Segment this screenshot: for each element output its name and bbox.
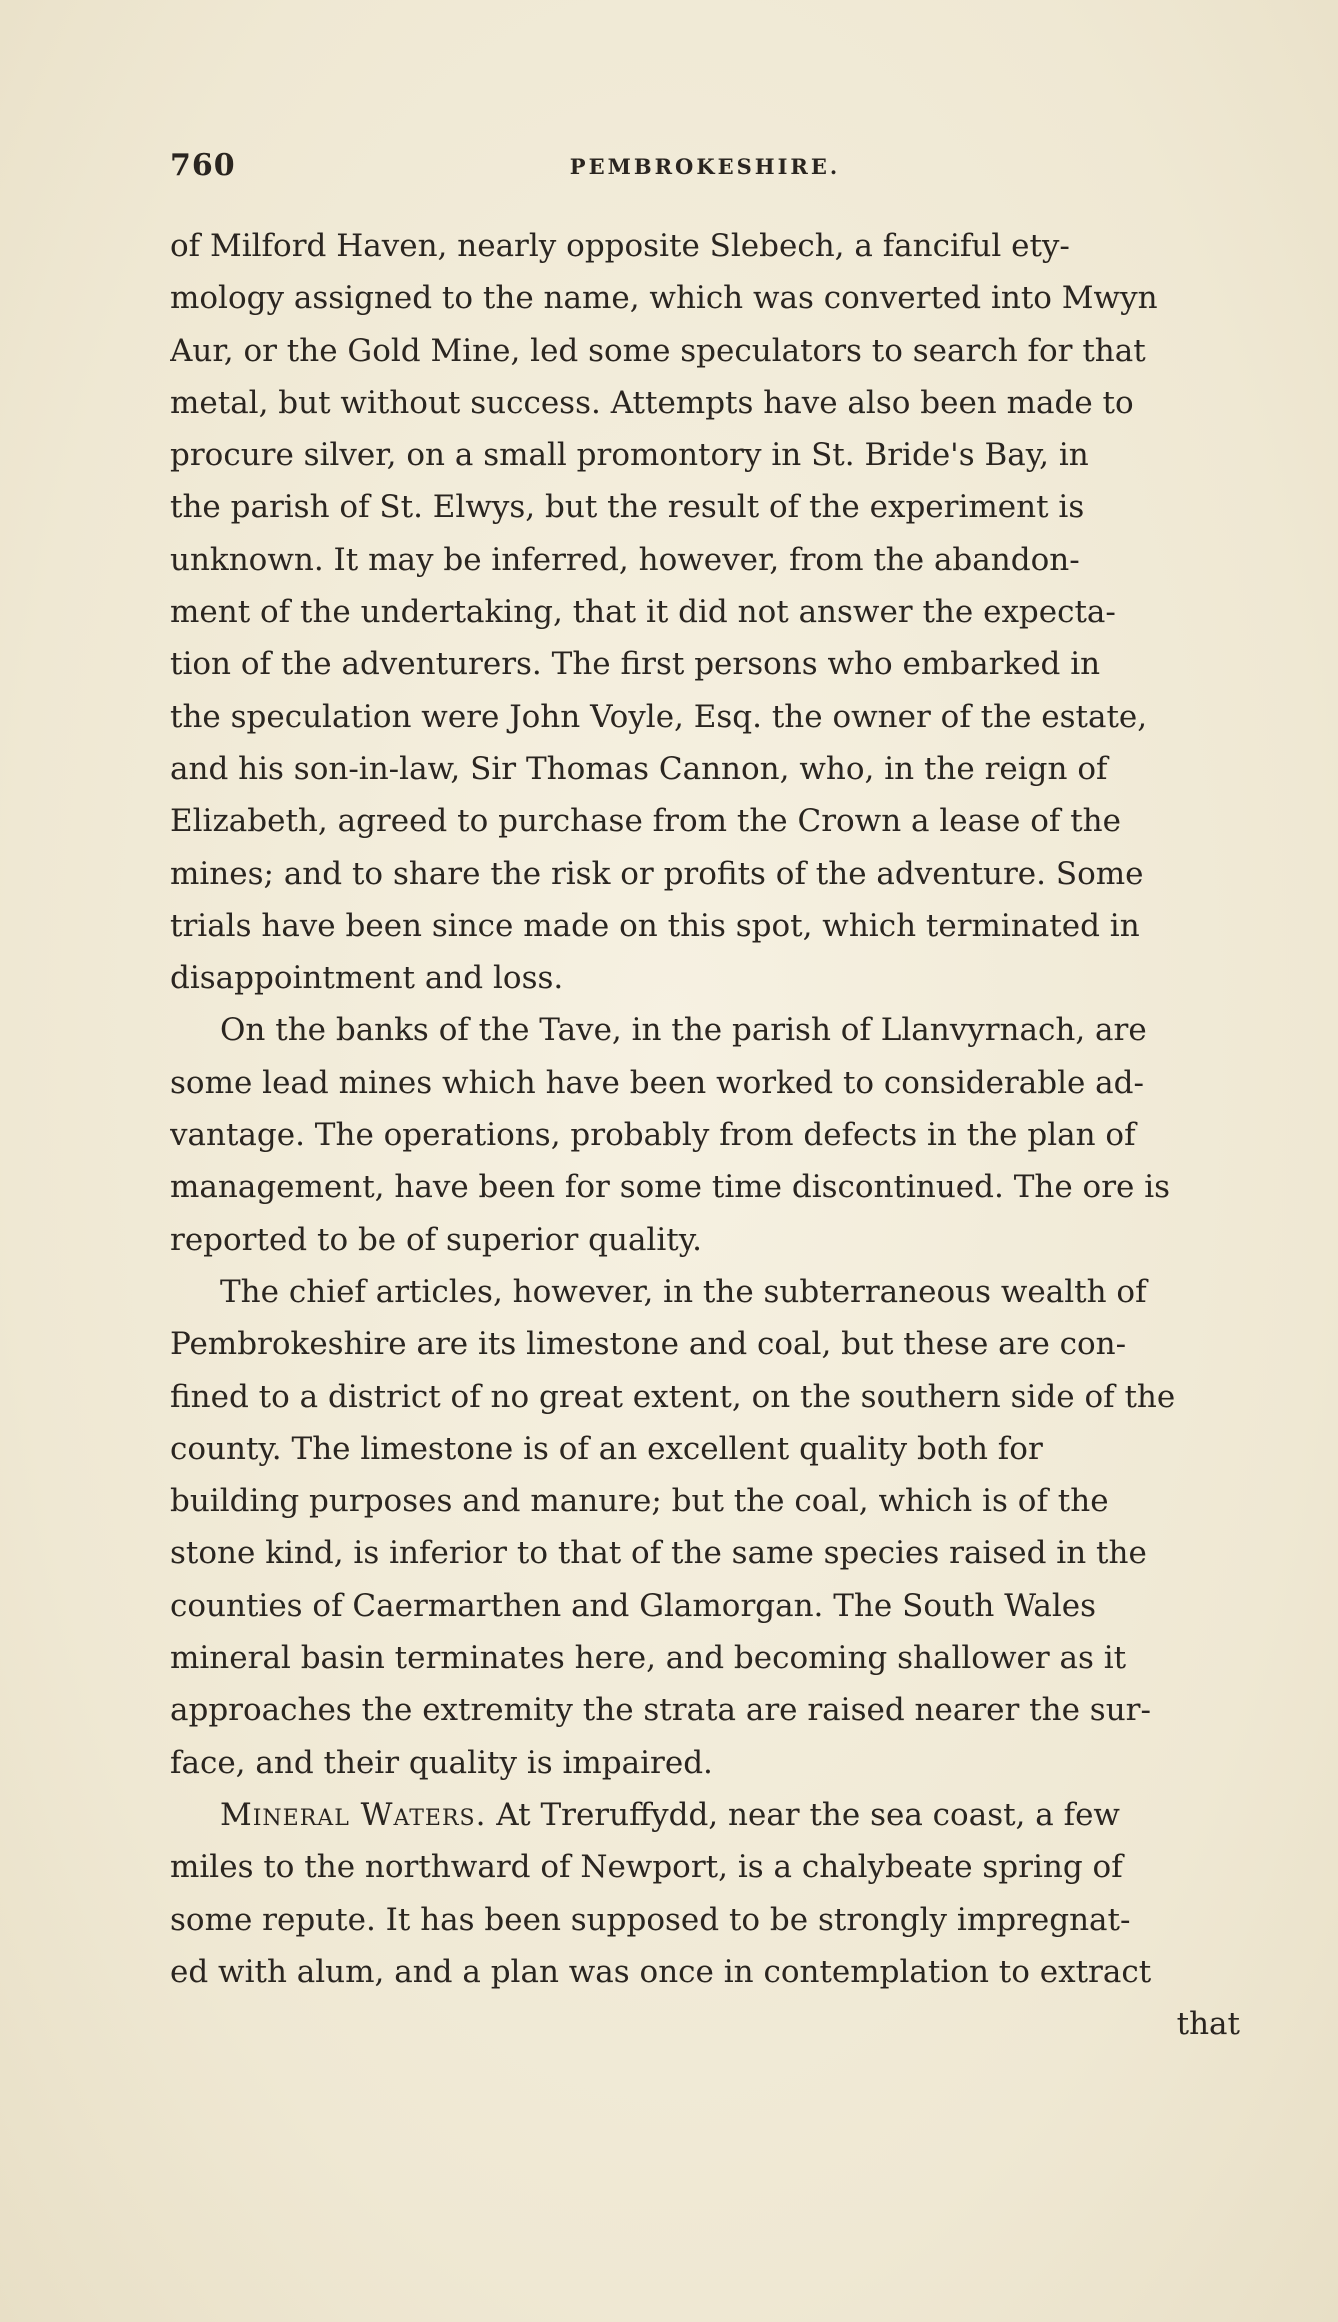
- text-line: management, have been for some time discontinued. The ore is: [170, 1169, 1171, 1206]
- running-head: PEMBROKESHIRE.: [569, 154, 841, 179]
- text-line: mines; and to share the risk or profits of the adventure. Some: [170, 855, 1144, 892]
- text-line: counties of Caermarthen and Glamorgan. The South Wales: [170, 1587, 1097, 1624]
- text-line: mineral basin terminates here, and becoming shallower as it: [170, 1640, 1127, 1677]
- text-line: trials have been since made on this spot, which terminated in: [170, 907, 1140, 944]
- text-line: miles to the northward of Newport, is a chalybeate spring of: [170, 1849, 1123, 1886]
- mineral-waters-text: At Treruffydd, near the sea coast, a few: [486, 1796, 1120, 1833]
- text-line: approaches the extremity the strata are raised nearer the sur-: [170, 1692, 1151, 1729]
- text-line: ed with alum, and a plan was once in contemplation to extract: [170, 1953, 1152, 1990]
- text-line: Aur, or the Gold Mine, led some speculators to search for that: [170, 332, 1146, 369]
- text-line: building purposes and manure; but the coal, which is of the: [170, 1483, 1109, 1520]
- section-heading-mineral-waters: Mineral Waters.: [220, 1796, 487, 1833]
- page-header: [170, 148, 1240, 188]
- text-line: vantage. The operations, probably from defects in the plan of: [170, 1117, 1136, 1154]
- text-line: reported to be of superior quality.: [170, 1221, 702, 1258]
- page-number: 760: [170, 148, 236, 183]
- text-line: stone kind, is inferior to that of the same species raised in the: [170, 1535, 1147, 1572]
- text-line: county. The limestone is of an excellent quality both for: [170, 1430, 1043, 1467]
- text-line: metal, but without success. Attempts have also been made to: [170, 384, 1134, 421]
- text-line: some repute. It has been supposed to be strongly impregnat-: [170, 1901, 1131, 1938]
- text-line: Pembrokeshire are its limestone and coal, but these are con-: [170, 1326, 1127, 1363]
- catchword: that: [1176, 2006, 1240, 2043]
- text-line: mology assigned to the name, which was converted into Mwyn: [170, 280, 1158, 317]
- text-line: of Milford Haven, nearly opposite Slebech, a fanciful ety-: [170, 228, 1070, 264]
- text-line: Elizabeth, agreed to purchase from the Crown a lease of the: [170, 803, 1121, 840]
- text-line: The chief articles, however, in the subterraneous wealth of: [220, 1273, 1147, 1310]
- text-line: unknown. It may be inferred, however, from the abandon-: [170, 541, 1080, 578]
- text-line: some lead mines which have been worked to considerable ad-: [170, 1064, 1144, 1101]
- text-line: procure silver, on a small promontory in St. Bride's Bay, in: [170, 437, 1089, 474]
- text-line: disappointment and loss.: [170, 960, 564, 997]
- text-line: the parish of St. Elwys, but the result of the experiment is: [170, 489, 1085, 526]
- text-line: On the banks of the Tave, in the parish of Llanvyrnach, are: [220, 1012, 1147, 1049]
- text-line: and his son-in-law, Sir Thomas Cannon, who, in the reign of: [170, 750, 1108, 787]
- mineral-waters-line: [170, 1789, 1240, 1841]
- text-line: fined to a district of no great extent, on the southern side of the: [170, 1378, 1176, 1415]
- body-text: [170, 220, 1240, 2050]
- text-line: the speculation were John Voyle, Esq. the owner of the estate,: [170, 698, 1148, 735]
- text-line: face, and their quality is impaired.: [170, 1744, 713, 1781]
- text-line: tion of the adventurers. The first persons who embarked in: [170, 646, 1101, 683]
- text-line: ment of the undertaking, that it did not answer the expecta-: [170, 594, 1116, 631]
